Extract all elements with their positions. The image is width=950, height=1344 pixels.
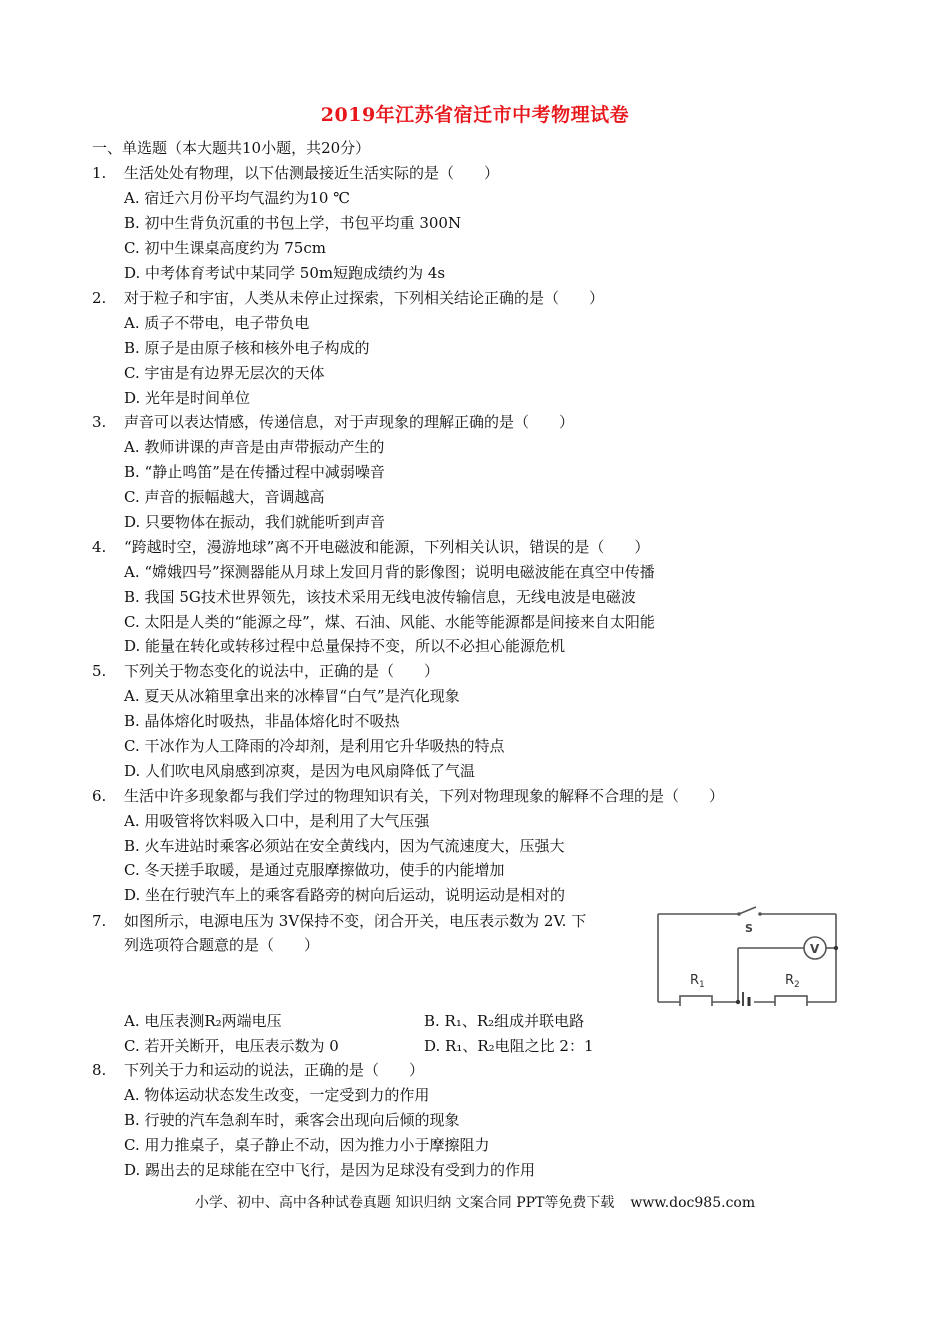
option-d: D. 能量在转化或转移过程中总量保持不变，所以不必担心能源危机	[124, 637, 566, 655]
option-d: D. 坐在行驶汽车上的乘客看路旁的树向后运动，说明运动是相对的	[124, 886, 566, 904]
junction-dot	[834, 946, 838, 950]
footer-text: 小学、初中、高中各种试卷真题 知识归纳 文案合同 PPT等免费下载	[194, 1195, 615, 1211]
option-a: A. 电压表测R₂两端电压	[124, 1012, 282, 1030]
question-number: 2.	[92, 289, 107, 307]
junction-dot	[736, 1000, 740, 1004]
option-b: B. 初中生背负沉重的书包上学，书包平均重 300N	[124, 214, 462, 232]
r2-label: $R_2$	[785, 973, 800, 990]
switch-label: S	[745, 922, 753, 935]
question-text-continued: 列选项符合题意的是（ ）	[124, 936, 320, 954]
question-text: 如图所示，电源电压为 3V保持不变，闭合开关，电压表示数为 2V. 下	[124, 912, 587, 930]
option-d: D. 光年是时间单位	[124, 389, 251, 407]
option-a: A. 夏天从冰箱里拿出来的冰棒冒“白气”是汽化现象	[124, 687, 460, 705]
battery	[743, 992, 749, 1006]
option-d: D. 人们吹电风扇感到凉爽，是因为电风扇降低了气温	[124, 762, 476, 780]
option-c: C. 声音的振幅越大，音调越高	[124, 488, 325, 506]
question-number: 5.	[92, 662, 107, 680]
question-text: “跨越时空，漫游地球”离不开电磁波和能源，下列相关认识，错误的是（ ）	[124, 538, 650, 556]
question-number: 1.	[92, 164, 107, 182]
page-title: 2019年江苏省宿迁市中考物理试卷	[320, 104, 630, 126]
question-number: 4.	[92, 538, 107, 556]
circuit-diagram	[654, 906, 840, 1006]
option-b: B. 原子是由原子核和核外电子构成的	[124, 339, 370, 357]
page-footer	[0, 1192, 950, 1212]
question-text: 生活处处有物理，以下估测最接近生活实际的是（ ）	[124, 164, 500, 182]
resistor-r1	[680, 996, 712, 1006]
question-text: 声音可以表达情感，传递信息，对于声现象的理解正确的是（ ）	[124, 413, 575, 431]
resistor-r2	[775, 996, 807, 1006]
question-text: 下列关于力和运动的说法，正确的是（ ）	[124, 1061, 425, 1079]
option-b: B. 我国 5G技术世界领先，该技术采用无线电波传输信息，无线电波是电磁波	[124, 588, 636, 606]
r1-label: $R_1$	[690, 973, 705, 990]
question-number: 8.	[92, 1061, 107, 1079]
option-c: C. 宇宙是有边界无层次的天体	[124, 364, 325, 382]
option-a: A. 物体运动状态发生改变，一定受到力的作用	[124, 1086, 430, 1104]
option-d: D. 踢出去的足球能在空中飞行，是因为足球没有受到力的作用	[124, 1161, 536, 1179]
question-number: 6.	[92, 787, 107, 805]
option-c: C. 若开关断开，电压表示数为 0	[124, 1037, 339, 1055]
option-b: B. 火车进站时乘客必须站在安全黄线内，因为气流速度大，压强大	[124, 837, 565, 855]
question-text: 生活中许多现象都与我们学过的物理知识有关，下列对物理现象的解释不合理的是（ ）	[124, 787, 725, 805]
option-d: D. 中考体育考试中某同学 50m短跑成绩约为 4s	[124, 264, 446, 282]
option-a: A. 教师讲课的声音是由声带振动产生的	[124, 438, 385, 456]
option-c: C. 冬天搓手取暖，是通过克服摩擦做功，使手的内能增加	[124, 861, 505, 879]
question-text: 下列关于物态变化的说法中，正确的是（ ）	[124, 662, 440, 680]
question-number: 7.	[92, 912, 107, 930]
option-a: A. 宿迁六月份平均气温约为10 ℃	[124, 189, 351, 207]
option-c: C. 太阳是人类的“能源之母”，煤、石油、风能、水能等能源都是间接来自太阳能	[124, 613, 655, 631]
voltmeter-label: V	[810, 942, 820, 956]
switch	[737, 907, 762, 916]
option-a: A. “嫦娥四号”探测器能从月球上发回月背的影像图；说明电磁波能在真空中传播	[124, 563, 655, 581]
option-d: D. 只要物体在振动，我们就能听到声音	[124, 513, 386, 531]
option-d: D. R₁、R₂电阻之比 2：1	[424, 1037, 594, 1055]
footer-url: www.doc985.com	[630, 1195, 756, 1211]
option-a: A. 用吸管将饮料吸入口中，是利用了大气压强	[124, 812, 430, 830]
question-number: 3.	[92, 413, 107, 431]
question-text: 对于粒子和宇宙，人类从未停止过探索，下列相关结论正确的是（ ）	[124, 289, 605, 307]
option-b: B. 晶体熔化时吸热，非晶体熔化时不吸热	[124, 712, 400, 730]
option-b: B. “静止鸣笛”是在传播过程中减弱噪音	[124, 463, 385, 481]
option-b: B. 行驶的汽车急刹车时，乘客会出现向后倾的现象	[124, 1111, 460, 1129]
option-b: B. R₁、R₂组成并联电路	[424, 1012, 585, 1030]
option-c: C. 初中生课桌高度约为 75cm	[124, 239, 326, 257]
option-c: C. 用力推桌子，桌子静止不动，因为推力小于摩擦阻力	[124, 1136, 490, 1154]
section-heading: 一、单选题（本大题共10小题，共20分）	[92, 139, 371, 157]
option-a: A. 质子不带电，电子带负电	[124, 314, 310, 332]
option-c: C. 干冰作为人工降雨的冷却剂，是利用它升华吸热的特点	[124, 737, 505, 755]
